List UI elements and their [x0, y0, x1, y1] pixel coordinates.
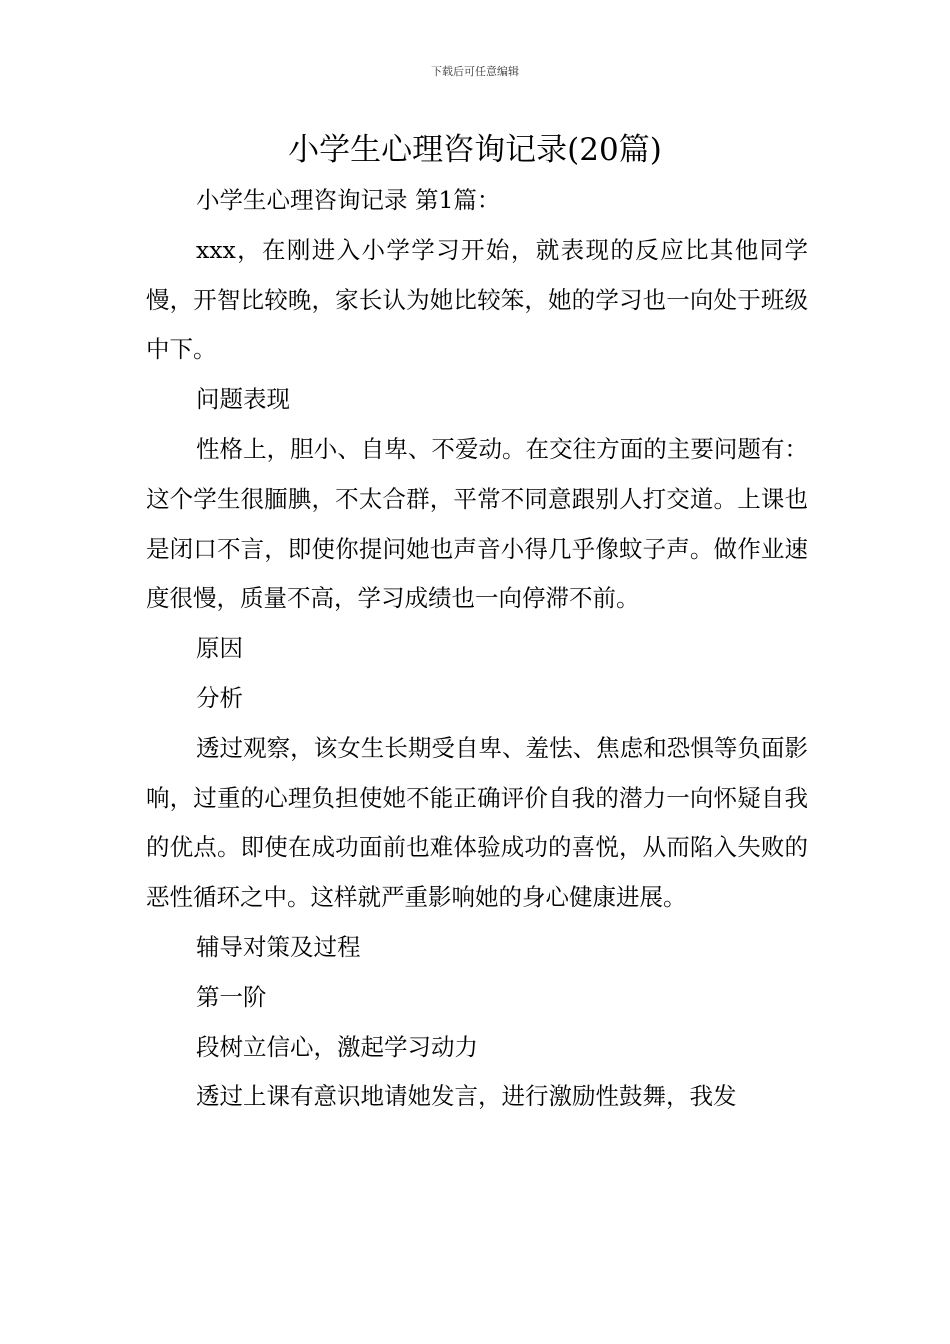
- subheading: 段树立信心，激起学习动力: [196, 1032, 478, 1061]
- subheading: 辅导对策及过程: [196, 932, 361, 961]
- document-body: [146, 176, 808, 1122]
- subheading: 分析: [196, 683, 243, 712]
- subheading: 原因: [196, 634, 243, 663]
- paragraph: 透过观察，该女生长期受自卑、羞怯、焦虑和恐惧等负面影响，过重的心理负担使她不能正确评价自我的潜力一向怀疑自我的优点。即使在成功面前也难体验成功的喜悦，从而陷入失败的恶性循环之中。这样就严重影响她的身心健康进展。: [146, 733, 808, 912]
- paragraph: 透过上课有意识地请她发言，进行激励性鼓舞，我发: [196, 1082, 737, 1111]
- header-note: 下载后可任意编辑: [431, 65, 519, 78]
- subheading: 第一阶: [196, 982, 267, 1011]
- paragraph: 性格上，胆小、自卑、不爱动。在交往方面的主要问题有：这个学生很腼腆，不太合群，平常不同意跟别人打交道。上课也是闭口不言，即使你提问她也声音小得几乎像蚊子声。做作业速度很慢，质量不高，学习成绩也一向停滞不前。: [146, 434, 808, 613]
- section-heading: 小学生心理咨询记录 第1篇：: [196, 186, 501, 214]
- subheading: 问题表现: [196, 385, 290, 414]
- paragraph: xxx，在刚进入小学学习开始，就表现的反应比其他同学慢，开智比较晚，家长认为她比较笨，她的学习也一向处于班级中下。: [146, 235, 808, 364]
- document-title: 小学生心理咨询记录(20篇): [288, 132, 662, 168]
